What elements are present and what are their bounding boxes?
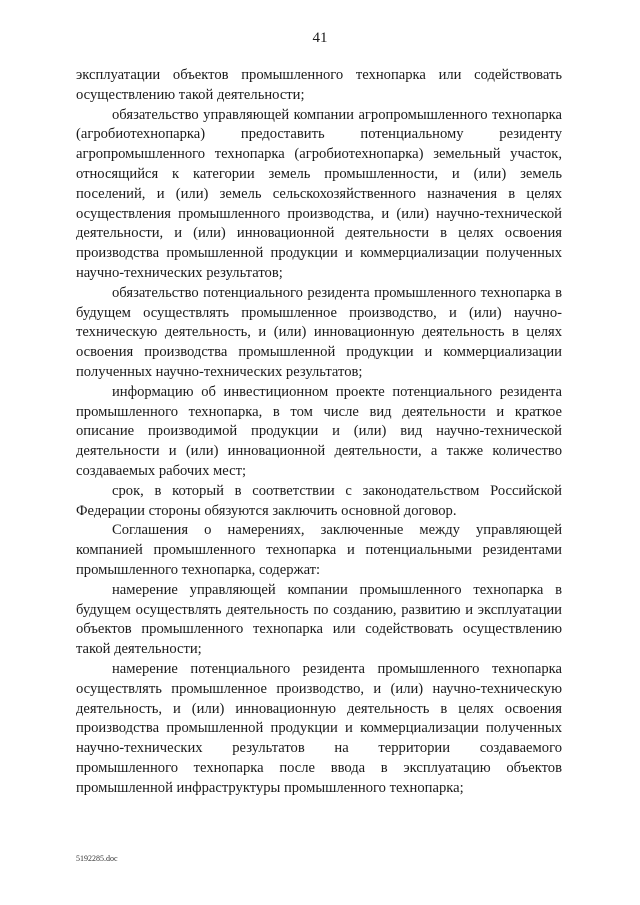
paragraph: срок, в который в соответствии с законодательством Российской Федерации стороны обязуются заключить основной договор. [76, 482, 562, 519]
paragraph: намерение потенциального резидента промышленного технопарка осуществлять промышленное производство, и (или) научно-техническую деятельность, и (или) инновационную деятельность в целях освоения производства промышленной продукции и коммерциализации полученных научно-технических результатов на территории создаваемого промышленного технопарка после ввода в эксплуатацию объектов промышленной инфраструктуры промышленного технопарка; [76, 660, 562, 796]
paragraph: обязательство управляющей компании агропромышленного технопарка (агробиотехнопарка) предоставить потенциальному резиденту агропромышленного технопарка (агробиотехнопарка) земельный участок, относящийся к категории земель промышленности, и (или) земель поселений, и (или) земель сельскохозяйственного назначения в целях осуществления промышленного производства, и (или) научно-технической деятельности, и (или) инновационной деятельности в целях освоения производства промышленной продукции и коммерциализации полученных научно-технических результатов; [76, 106, 562, 281]
paragraph: информацию об инвестиционном проекте потенциального резидента промышленного технопарка, в том числе вид деятельности и краткое описание производимой продукции и (или) вид научно-технической деятельности и (или) инновационной деятельности, а также количество создаваемых рабочих мест; [76, 383, 562, 479]
page-number: 41 [312, 30, 328, 46]
paragraph: намерение управляющей компании промышленного технопарка в будущем осуществлять деятельность по созданию, развитию и эксплуатации объектов промышленного технопарка или содействовать осуществлению такой деятельности; [76, 581, 562, 658]
paragraph: эксплуатации объектов промышленного технопарка или содействовать осуществлению такой деятельности; [76, 67, 562, 103]
paragraph: Соглашения о намерениях, заключенные между управляющей компанией промышленного технопарка и потенциальными резидентами промышленного технопарка, содержат: [76, 522, 562, 578]
document-body [76, 66, 562, 798]
document-file-id: 5192285.doc [76, 854, 118, 863]
paragraph: обязательство потенциального резидента промышленного технопарка в будущем осуществлять промышленное производство, и (или) научно-техническую деятельность, и (или) инновационную деятельность в целях освоения производства промышленной продукции и коммерциализации полученных научно-технических результатов; [76, 284, 562, 380]
